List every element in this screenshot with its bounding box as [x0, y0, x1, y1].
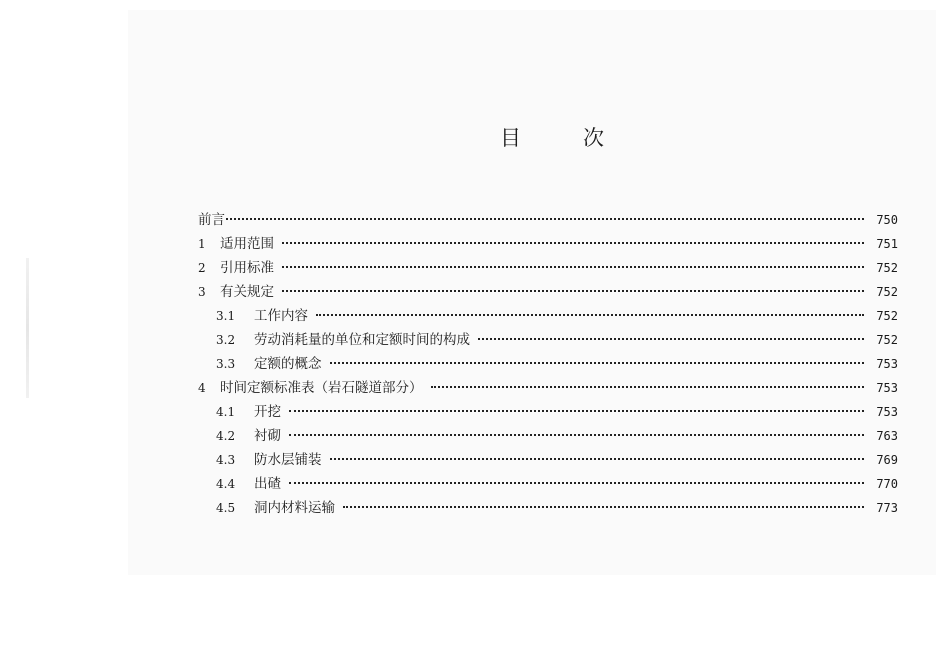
toc-entry-number: 4 — [198, 381, 206, 395]
toc-page-number: 752 — [876, 261, 898, 275]
toc-page-number: 773 — [876, 501, 898, 515]
toc-entry-label: 防水层铺装 — [254, 452, 322, 468]
toc-page-number: 751 — [876, 237, 898, 251]
toc-entry-3-3[interactable] — [198, 352, 898, 376]
toc-page-number: 770 — [876, 477, 898, 491]
toc-entry-foreword[interactable] — [198, 208, 898, 232]
dot-leader — [330, 362, 865, 364]
toc-entry-number: 4.5 — [216, 501, 236, 515]
toc-entry-3[interactable] — [198, 280, 898, 304]
toc-entry-4-3[interactable] — [198, 448, 898, 472]
toc-entry-number: 3.2 — [216, 333, 236, 347]
title-char-1: 目 — [500, 126, 521, 150]
toc-page-number: 750 — [876, 213, 898, 227]
toc-entry-label: 衬砌 — [254, 428, 281, 444]
dot-leader — [316, 314, 864, 316]
dot-leader — [282, 290, 864, 292]
toc-entry-label: 前言 — [198, 212, 225, 228]
dot-leader — [289, 482, 864, 484]
toc-entry-label: 适用范围 — [220, 236, 274, 252]
toc-entry-number: 1 — [198, 237, 206, 251]
toc-entry-1[interactable] — [198, 232, 898, 256]
page-title — [500, 122, 604, 152]
toc-page-number: 753 — [876, 357, 898, 371]
dot-leader — [478, 338, 864, 340]
toc-entry-3-2[interactable] — [198, 328, 898, 352]
toc-entry-4-2[interactable] — [198, 424, 898, 448]
table-of-contents — [198, 208, 898, 520]
toc-page-number: 752 — [876, 333, 898, 347]
toc-entry-3-1[interactable] — [198, 304, 898, 328]
toc-entry-label: 定额的概念 — [254, 356, 322, 372]
toc-entry-number: 4.3 — [216, 453, 236, 467]
toc-entry-number: 4.2 — [216, 429, 236, 443]
toc-page-number: 753 — [876, 405, 898, 419]
toc-entry-label: 有关规定 — [220, 284, 274, 300]
toc-entry-4-5[interactable] — [198, 496, 898, 520]
toc-entry-label: 洞内材料运输 — [254, 500, 335, 516]
toc-entry-label: 劳动消耗量的单位和定额时间的构成 — [254, 332, 470, 348]
toc-entry-number: 3.1 — [216, 309, 236, 323]
dot-leader — [289, 410, 864, 412]
toc-page-number: 752 — [876, 285, 898, 299]
title-char-2: 次 — [583, 126, 604, 150]
toc-page-number: 763 — [876, 429, 898, 443]
toc-entry-label: 出碴 — [254, 476, 281, 492]
toc-entry-label: 时间定额标准表（岩石隧道部分） — [220, 380, 423, 396]
dot-leader — [431, 386, 865, 388]
toc-entry-number: 3.3 — [216, 357, 236, 371]
dot-leader — [343, 506, 864, 508]
toc-entry-2[interactable] — [198, 256, 898, 280]
toc-entry-4-4[interactable] — [198, 472, 898, 496]
toc-entry-label: 引用标准 — [220, 260, 274, 276]
toc-entry-number: 2 — [198, 261, 206, 275]
dot-leader — [226, 218, 864, 220]
dot-leader — [282, 266, 864, 268]
toc-entry-number: 4.1 — [216, 405, 236, 419]
dot-leader — [282, 242, 864, 244]
toc-entry-label: 开挖 — [254, 404, 281, 420]
scan-edge-mark — [26, 258, 29, 398]
toc-entry-label: 工作内容 — [254, 308, 308, 324]
toc-page-number: 752 — [876, 309, 898, 323]
toc-entry-number: 4.4 — [216, 477, 236, 491]
toc-entry-4[interactable] — [198, 376, 898, 400]
toc-entry-4-1[interactable] — [198, 400, 898, 424]
toc-page-number: 769 — [876, 453, 898, 467]
toc-entry-number: 3 — [198, 285, 206, 299]
toc-page-number: 753 — [876, 381, 898, 395]
dot-leader — [289, 434, 864, 436]
dot-leader — [330, 458, 865, 460]
